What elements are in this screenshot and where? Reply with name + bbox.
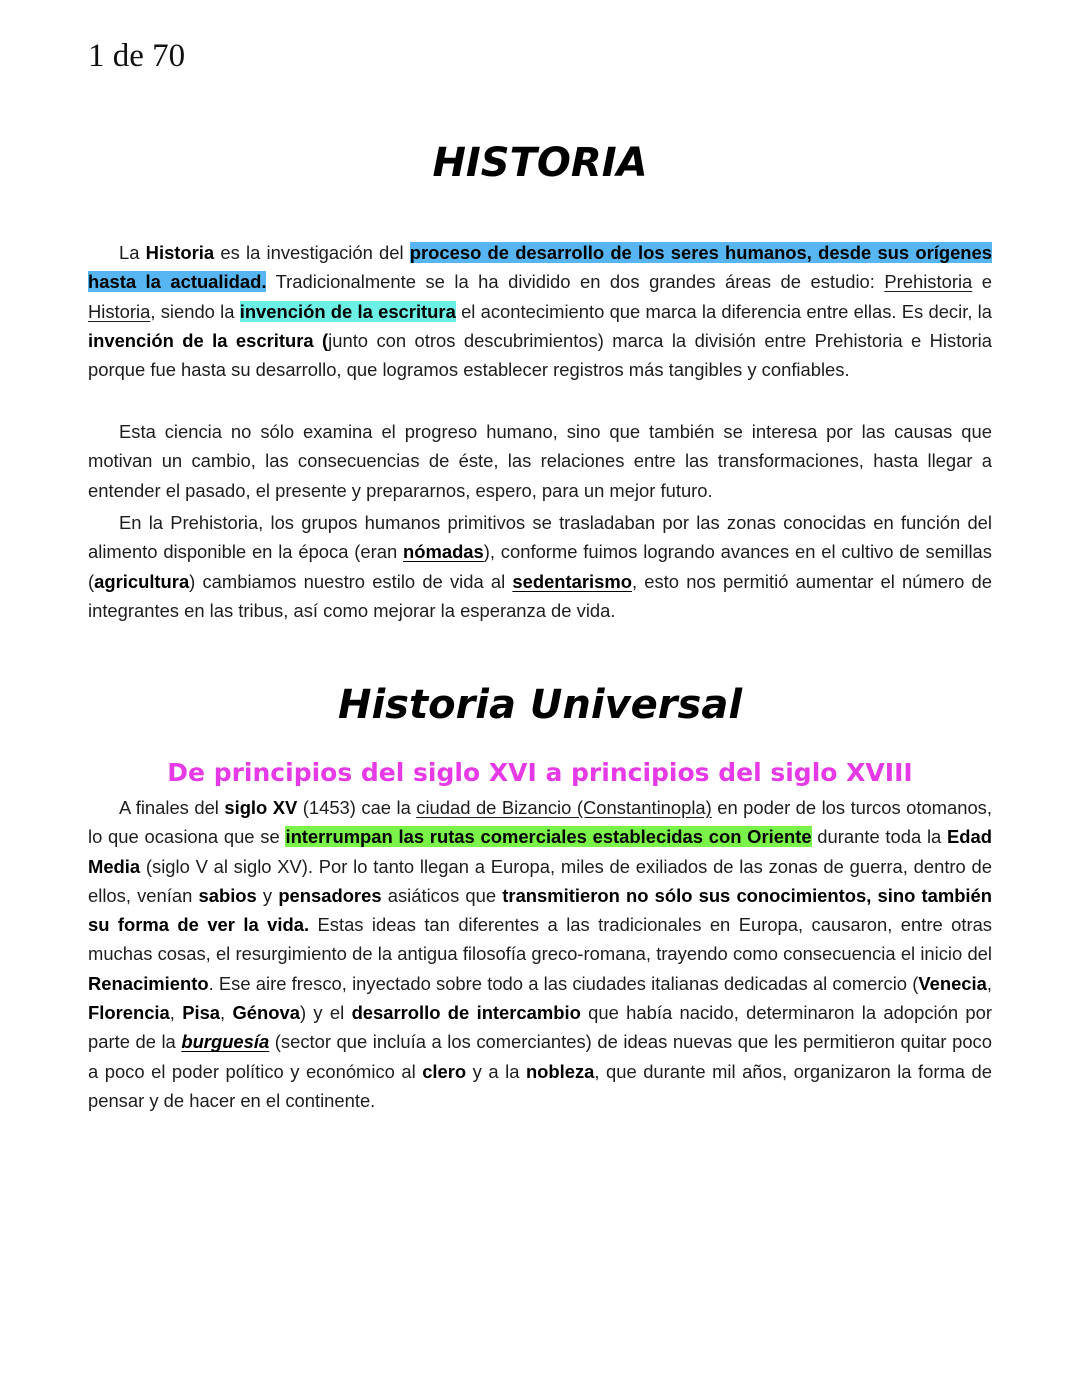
page-counter: 1 de 70 <box>88 38 186 74</box>
page-title: HISTORIA <box>432 140 648 186</box>
text-run: , siendo la <box>150 300 240 322</box>
text-run: Esta ciencia no sólo examina el progreso humano, sino que también se interesa por las causas que motivan un cambio, las consecuencias de éste, las relaciones entre las transformaciones, hasta llegar a entender el pasado, el presente y prepararnos, espero, para un mejor futuro. <box>88 421 992 501</box>
text-run: , <box>220 1002 233 1024</box>
section-subtitle: De principios del siglo XVI a principios del siglo XVIII <box>167 758 913 787</box>
term-florencia: Florencia <box>88 1002 170 1024</box>
text-run: junto con otros descubrimientos) marca la división entre Prehistoria e Historia porque fue hasta su desarrollo, que logramos establecer registros más tangibles y confiables. <box>88 329 992 381</box>
text-run: e <box>972 271 993 293</box>
term-genova: Génova <box>232 1002 300 1024</box>
paragraph-historia-definition <box>88 238 992 384</box>
text-run: el acontecimiento que marca la diferencia entre ellas. Es decir, la <box>455 300 992 322</box>
highlight-definition: proceso de desarrollo de los seres humanos, desde sus orígenes hasta la actualidad. <box>88 242 992 293</box>
text-run: durante toda la <box>811 826 948 848</box>
text-run: y a la <box>466 1060 526 1082</box>
text-run: , esto nos permitió aumentar el número de integrantes en las tribus, así como mejorar la esperanza de vida. <box>88 570 992 621</box>
term-pisa: Pisa <box>182 1002 221 1024</box>
term-bizancio: ciudad de Bizancio (Constantinopla) <box>416 797 712 818</box>
term-burguesia <box>181 1031 269 1052</box>
paragraph-historia-universal <box>88 793 992 1115</box>
text-run: (siglo V al siglo XV). Por lo tanto llegan a Europa, miles de exiliados de las zonas de guerra, dentro de ellos, venían <box>88 855 992 906</box>
text-run: , <box>986 972 992 994</box>
text-run: . Ese aire fresco, inyectado sobre todo a las ciudades italianas dedicadas al comercio ( <box>208 972 919 994</box>
term-pensadores: pensadores <box>278 884 382 906</box>
term-invencion-escritura: invención de la escritura ( <box>88 329 329 351</box>
term-nobleza: nobleza <box>525 1060 595 1082</box>
text-run: A finales del <box>119 797 225 818</box>
text-run: ) cambiamos nuestro estilo de vida al <box>189 570 513 592</box>
text-run: que había nacido, determinaron la adopción por parte de la <box>88 1002 992 1053</box>
term-venecia: Venecia <box>918 972 987 994</box>
term-edad-media: Edad Media <box>88 826 992 877</box>
text-run: , que durante mil años, organizaron la forma de pensar y de hacer en el continente. <box>88 1060 992 1111</box>
text-run: asiáticos que <box>381 884 503 906</box>
text-run: , <box>169 1002 183 1024</box>
term-historia-underlined: Historia <box>88 300 151 322</box>
term-burguesia-text: burguesía <box>181 1031 270 1053</box>
highlight-rutas-comerciales: interrumpan las rutas comerciales establecidas con Oriente <box>285 826 812 848</box>
term-sedentarismo <box>512 571 632 592</box>
text-run: ) y el <box>299 1002 352 1024</box>
term-prehistoria: Prehistoria <box>884 271 973 293</box>
term-nomadas <box>403 541 484 562</box>
text-run: en poder de los turcos otomanos, lo que ocasiona que se <box>88 797 992 848</box>
term-sedentarismo-text: sedentarismo <box>512 570 632 592</box>
paragraph-prehistoria <box>88 508 992 625</box>
text-run: y <box>256 884 279 906</box>
text-run: La <box>119 242 146 263</box>
term-historia: Historia <box>145 242 215 263</box>
text-run: Estas ideas tan diferentes a las tradicionales en Europa, causaron, entre otras muchas cosas, el resurgimiento de la antigua filosofía greco-romana, trayendo como consecuencia el inicio del <box>88 914 992 965</box>
text-run: es la investigación del <box>214 242 410 263</box>
text-run: En la Prehistoria, los grupos humanos primitivos se trasladaban por las zonas conocidas en función del alimento disponible en la época (eran <box>88 512 992 563</box>
term-nomadas-text: nómadas <box>403 541 484 563</box>
term-agricultura: agricultura <box>94 570 190 592</box>
term-siglo-xv: siglo XV <box>224 797 298 818</box>
term-sabios: sabios <box>198 884 257 906</box>
text-run: Tradicionalmente se la ha dividido en dos grandes áreas de estudio: <box>266 271 885 293</box>
term-renacimiento: Renacimiento <box>88 972 209 994</box>
term-desarrollo-intercambio: desarrollo de intercambio <box>351 1002 581 1024</box>
paragraph-ciencia <box>88 417 992 505</box>
section-title: Historia Universal <box>337 682 743 728</box>
term-clero: clero <box>422 1060 467 1082</box>
highlight-escritura: invención de la escritura <box>239 300 456 322</box>
term-transmitieron: transmitieron no sólo sus conocimientos, sino también su forma de ver la vida. <box>88 884 992 936</box>
text-run: (sector que incluía a los comerciantes) de ideas nuevas que les permitieron quitar poco a poco el poder político y económico al <box>88 1031 992 1082</box>
text-run: ), conforme fuimos logrando avances en el cultivo de semillas ( <box>88 541 992 592</box>
term-burguesia-italic <box>181 1031 269 1052</box>
text-run: (1453) cae la <box>297 797 417 818</box>
